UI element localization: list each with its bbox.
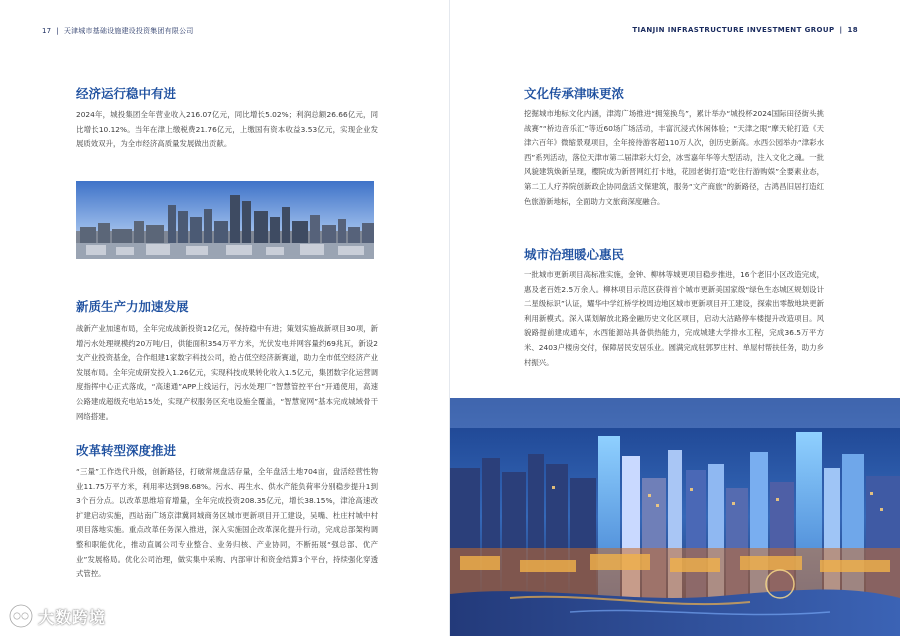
watermark-logo-icon [8,603,34,629]
header-separator: | [56,27,59,35]
watermark [8,603,106,629]
section-title-governance: 城市治理暖心惠民 [524,247,625,262]
section-body-reform: “三量”工作迭代升级，创新路径，打破常规盘活存量，全年盘活土地704亩，盘活经营性物业11.75万平方米，利用率达到98.68%。污水、再生水、供水产能负荷率分别稳步提升1到3个百分点。以改革思维培育增量，全年完成投资208.35亿元，增长38.15%，津沧高速改扩建启动实施，西站南广场京津冀同城商务区城市更新项目开工建设，吴嘴、杜庄村城中村项目落地实施。重点改革任务深入推进，深入实施国企改革深化提升行动，完成总部架构调整和职能优化，推动直属公司专业整合、业务归核、产业协同，不断拓展“强总部、优产业”发展格局。优化公司治理，做实集中采购、内部审计和资金结算3个平台，持续强化穿透式管控。 [76,467,378,579]
section-title-productivity: 新质生产力加速发展 [76,299,189,314]
night-city-photo [450,398,900,636]
section-body-culture: 挖掘城市地标文化内涵，津湾广场推进“拥笼换鸟”，累计举办“城投杯2024国际田径街头挑战赛”“桥边音乐汇”等近60场广场活动，丰富沉浸式休闲体验；“天津之眼”摩天轮打造《天津六百年》微缩景观项目，全年接待游客超110万人次，创历史新高。水西公园举办“津彩水西”系列活动，落位天津市第二届津彩大灯会，冰雪嘉年华等大型活动，注入文化之魂。一批风貌建筑焕新呈现，樱院成为新晋网红打卡地，花园老街打造“吃住行游购娱”全要素业态，第二工人疗养院创新政企协同盘活文保建筑，服务“文产商旅”的新路径，古鸿昌旧居打造红色旅游新地标，全面助力文旅商深度融合。 [524,109,824,206]
right-running-head [632,26,858,34]
left-running-head [42,26,193,36]
right-company-name: TIANJIN INFRASTRUCTURE INVESTMENT GROUP [632,26,835,34]
section-title-economy: 经济运行稳中有进 [76,86,177,101]
watermark-text: 大数跨境 [38,607,107,627]
left-page-number: 17 [42,27,52,35]
left-company-name: 天津城市基础设施建设投资集团有限公司 [63,27,194,35]
header-separator: | [839,26,843,34]
right-page [450,0,900,636]
section-title-reform: 改革转型深度推进 [76,443,177,458]
right-page-number: 18 [847,26,858,34]
section-title-culture: 文化传承津味更浓 [524,86,625,101]
city-skyline-photo [76,181,374,259]
section-body-governance: 一批城市更新项目高标准实施，金钟、柳林等城更项目稳步推进，16个老旧小区改造完成，惠及老百姓2.5万余人。柳林项目示范区获得首个城市更新美国家级“绿色生态城区规划设计二星级标识”认证，耀华中学红桥学校周边地区城市更新项目开工建设，探索出零散地块更新利用新模式。深入谋划解放北路金融历史文化区项目，启动大沽路停车楼提升改造项目。风貌路提前建成通车，水西能源站具备供热能力，完成城建大学排水工程，完成36.5万平方米、2403户楼房交付，保障居民安居乐业。圆满完成驻郭罗庄村、单屋村帮扶任务，助力乡村振兴。 [524,270,824,367]
section-body-productivity: 战新产业加速布局，全年完成战新投资12亿元，保持稳中有进；策划实施战新项目30项，新增污水处理规模约20万吨/日，供能面积354万平方米，光伏发电并网容量约69兆瓦，新设2支产业投资基金，合作组建1家数字科技公司，抢占低空经济新赛道，助力全市低空经济产业发展布局。全年完成研发投入1.26亿元，实现科技成果转化收入1.5亿元，集团数字化运营调度指挥中心正式落成，“高速通”APP上线运行，污水处理厂“智慧管控平台”开通使用，高速公路建成超级充电站15处，实现产权服务区充电设施全覆盖，“智慧宽网”基本完成城域骨干网络搭建。 [76,324,378,421]
section-body-economy: 2024年，城投集团全年营业收入216.07亿元，同比增长5.02%；利润总额26.66亿元，同比增长10.12%。当年在津上缴税费21.76亿元，上缴国有资本收益3.53亿元，实现企业发展质效双升，为全市经济高质量发展做出贡献。 [76,110,378,149]
